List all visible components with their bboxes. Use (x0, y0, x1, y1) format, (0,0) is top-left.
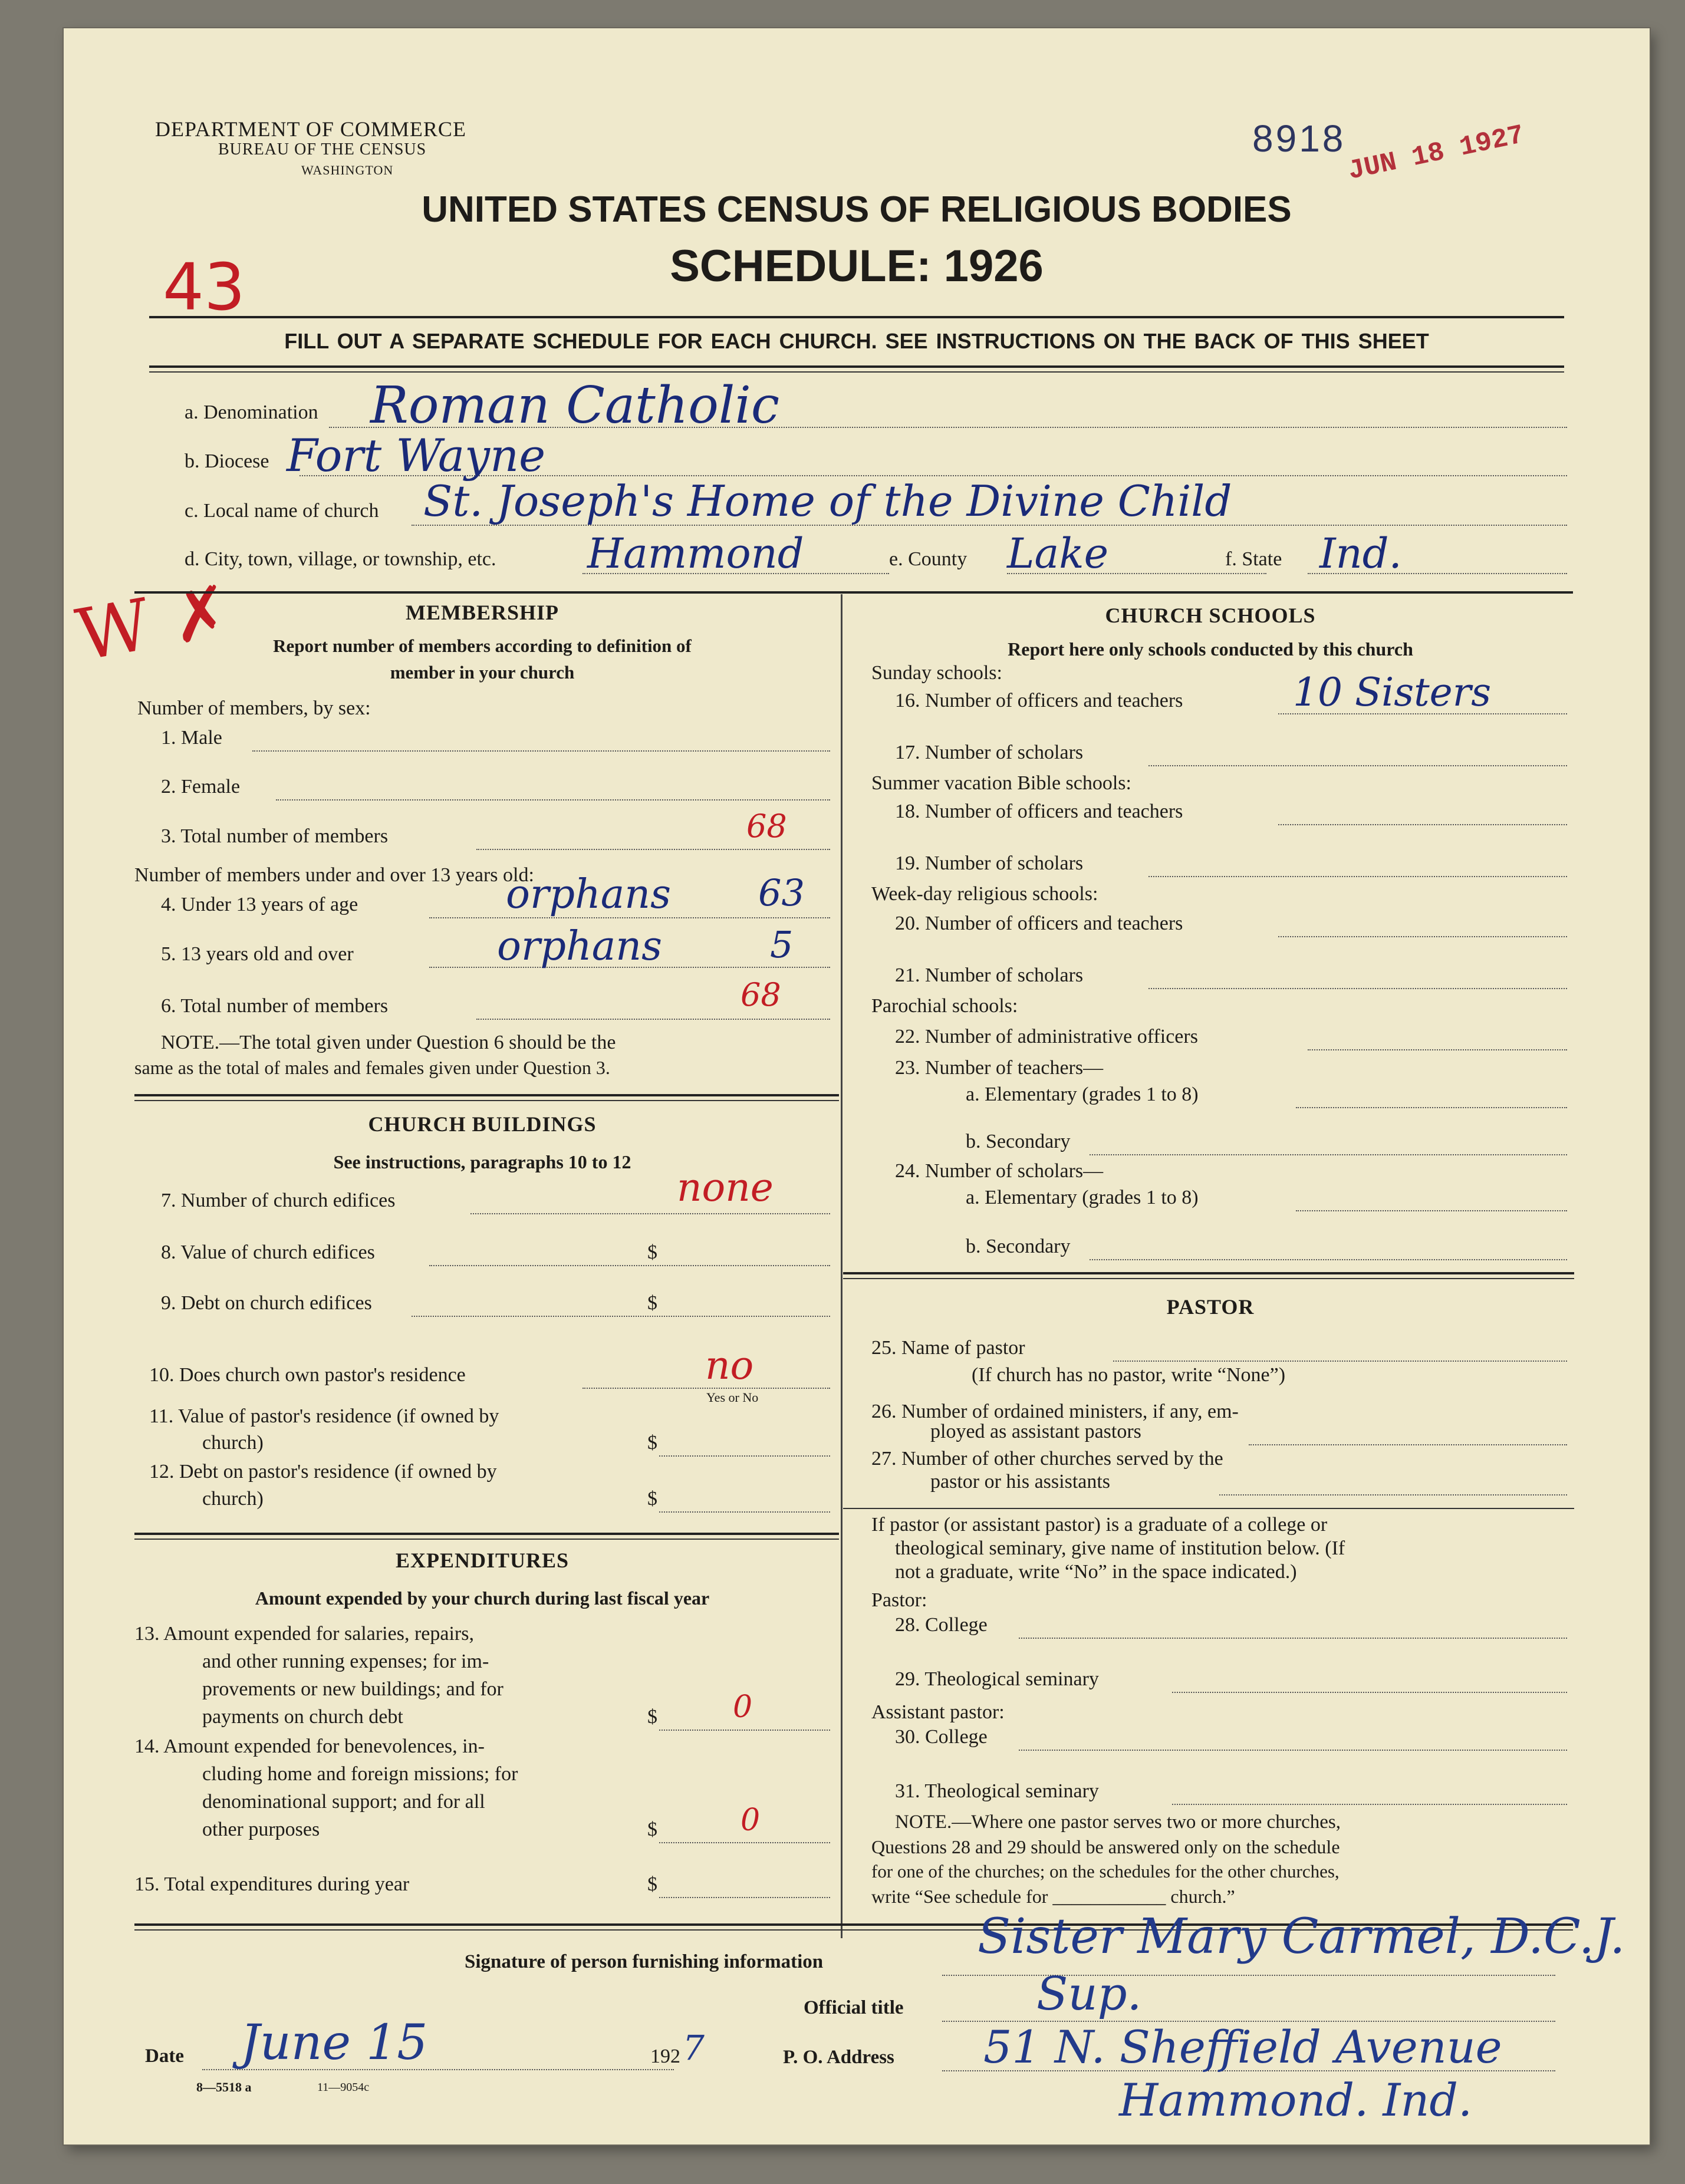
header-rule-bottom (149, 365, 1564, 368)
q14-line (659, 1842, 830, 1843)
date-value[interactable]: June 15 (241, 2015, 428, 2071)
q14-label-1: 14. Amount expended for benevolences, in- (134, 1735, 485, 1757)
q15-dollar: $ (647, 1873, 657, 1895)
q23a-line (1296, 1107, 1567, 1108)
membership-rule-double (134, 1100, 839, 1101)
q23-label: 23. Number of teachers— (895, 1057, 1104, 1079)
q24-label: 24. Number of scholars— (895, 1160, 1104, 1182)
q8-label: 8. Value of church edifices (161, 1241, 375, 1263)
q30-line (1019, 1750, 1567, 1751)
q4-under13-label: 4. Under 13 years of age (161, 894, 358, 915)
city-label: d. City, town, village, or township, etc. (185, 548, 496, 570)
print-number: 11—9054c (317, 2081, 370, 2094)
buildings-rule-double (134, 1539, 839, 1540)
city-value[interactable]: Hammond (587, 529, 804, 578)
q14-label-2: cluding home and foreign missions; for (202, 1763, 518, 1785)
q31-line (1172, 1804, 1567, 1805)
po-address-label: P. O. Address (783, 2047, 894, 2068)
q9-line (412, 1316, 830, 1317)
q7-label: 7. Number of church edifices (161, 1190, 396, 1211)
q12-line (659, 1511, 830, 1513)
q14-value[interactable]: 0 (741, 1803, 761, 1838)
po-address-value[interactable]: 51 N. Sheffield Avenue (983, 2021, 1502, 2073)
census-schedule-sheet (64, 28, 1650, 2145)
signature-value[interactable]: Sister Mary Carmel, D.C.J. (978, 1909, 1625, 1965)
q17-line (1148, 765, 1567, 766)
q26-line (1249, 1444, 1567, 1445)
date-year-prefix: 192 (650, 2045, 680, 2067)
identity-rule (134, 591, 1573, 594)
q11-label-2: church) (202, 1432, 264, 1454)
county-value[interactable]: Lake (1007, 529, 1109, 578)
age-heading: Number of members under and over 13 years old: (134, 864, 534, 886)
red-check-mark: W ✗ (70, 569, 238, 677)
q10-value[interactable]: no (705, 1343, 754, 1388)
signature-line (942, 1975, 1555, 1976)
diocese-label: b. Diocese (185, 450, 269, 472)
q6-total-value[interactable]: 68 (741, 976, 781, 1013)
q8-dollar: $ (647, 1241, 657, 1263)
q24a-line (1296, 1210, 1567, 1211)
q17-label: 17. Number of scholars (895, 742, 1084, 763)
summer-heading: Summer vacation Bible schools: (871, 772, 1131, 794)
q13-label-4: payments on church debt (202, 1706, 403, 1728)
q4-under13-value[interactable]: 63 (758, 871, 805, 914)
q16-label: 16. Number of officers and teachers (895, 690, 1183, 711)
q13-label-3: provements or new buildings; and for (202, 1678, 503, 1700)
church-name-label: c. Local name of church (185, 500, 379, 522)
q23b-label: b. Secondary (966, 1131, 1071, 1152)
q3-total-label: 3. Total number of members (161, 825, 389, 847)
q13-label-1: 13. Amount expended for salaries, repairs, (134, 1623, 474, 1645)
q29-label: 29. Theological seminary (895, 1668, 1099, 1690)
q11-dollar: $ (647, 1432, 657, 1454)
q26-label-1: 26. Number of ordained ministers, if any, em- (871, 1401, 1239, 1422)
q12-dollar: $ (647, 1488, 657, 1510)
q16-value[interactable]: 10 Sisters (1293, 670, 1492, 715)
sunday-heading: Sunday schools: (871, 662, 1002, 684)
q12-label-2: church) (202, 1488, 264, 1510)
q13-label-2: and other running expenses; for im- (202, 1651, 489, 1672)
membership-note-1: NOTE.—The total given under Question 6 should be the (161, 1032, 616, 1053)
county-label: e. County (889, 548, 967, 570)
form-subtitle: SCHEDULE: 1926 (670, 241, 1044, 291)
q13-value[interactable]: 0 (733, 1689, 753, 1725)
date-label: Date (145, 2045, 184, 2067)
q11-label-1: 11. Value of pastor's residence (if owned by (149, 1405, 499, 1427)
q31-label: 31. Theological seminary (895, 1780, 1099, 1802)
po-address-value-2[interactable]: Hammond. Ind. (1119, 2074, 1473, 2126)
state-label: f. State (1225, 548, 1282, 570)
q24b-line (1090, 1259, 1567, 1260)
q19-line (1148, 876, 1567, 877)
pastor-heading: PASTOR (1166, 1295, 1255, 1319)
schools-heading: CHURCH SCHOOLS (1105, 604, 1316, 627)
pastor-note-2: Questions 28 and 29 should be answered only on the schedule (871, 1836, 1340, 1857)
q18-label: 18. Number of officers and teachers (895, 801, 1183, 822)
q21-line (1148, 988, 1567, 989)
q6-line (476, 1019, 830, 1020)
official-title-value[interactable]: Sup. (1036, 1968, 1142, 2021)
pastor-note-4: write “See schedule for ____________ church.” (871, 1886, 1235, 1907)
q6-total-label: 6. Total number of members (161, 995, 389, 1017)
q23b-line (1090, 1154, 1567, 1155)
q25-hint: (If church has no pastor, write “None”) (972, 1364, 1286, 1386)
state-value[interactable]: Ind. (1319, 529, 1402, 578)
q22-label: 22. Number of administrative officers (895, 1026, 1198, 1047)
q25-line (1113, 1361, 1567, 1362)
q22-line (1308, 1049, 1567, 1050)
dept-name: DEPARTMENT OF COMMERCE (155, 117, 466, 141)
red-mark-number: 43 (163, 249, 245, 325)
q24b-label: b. Secondary (966, 1236, 1071, 1257)
buildings-subheading: See instructions, paragraphs 10 to 12 (333, 1151, 631, 1172)
membership-intro-2: member in your church (390, 662, 575, 683)
schools-subheading: Report here only schools conducted by this church (1008, 638, 1413, 660)
q29-line (1172, 1692, 1567, 1693)
header-rule-double (149, 371, 1564, 373)
q1-male-label: 1. Male (161, 727, 222, 749)
q11-line (659, 1455, 830, 1457)
q2-female-label: 2. Female (161, 776, 241, 798)
membership-note-2: same as the total of males and females given under Question 3. (134, 1057, 610, 1078)
q14-dollar: $ (647, 1819, 657, 1840)
q13-dollar: $ (647, 1706, 657, 1728)
column-divider (841, 594, 843, 1938)
q19-label: 19. Number of scholars (895, 852, 1084, 874)
q14-label-3: denominational support; and for all (202, 1791, 485, 1813)
fill-out-instruction: FILL OUT A SEPARATE SCHEDULE FOR EACH CHURCH. SEE INSTRUCTIONS ON THE BACK OF THIS SHEET (284, 329, 1429, 353)
bureau-name: BUREAU OF THE CENSUS (218, 140, 427, 159)
q5-over13-value[interactable]: 5 (770, 923, 794, 966)
expenditures-heading: EXPENDITURES (395, 1549, 570, 1572)
diocese-value[interactable]: Fort Wayne (287, 429, 546, 482)
signature-label: Signature of person furnishing information (465, 1951, 824, 1972)
q9-dollar: $ (647, 1292, 657, 1314)
form-number: 8—5518 a (196, 2080, 252, 2094)
q27-label-1: 27. Number of other churches served by the (871, 1448, 1223, 1470)
q3-line (476, 849, 830, 850)
q7-value[interactable]: none (677, 1165, 774, 1210)
q24a-label: a. Elementary (grades 1 to 8) (966, 1187, 1199, 1208)
q20-label: 20. Number of officers and teachers (895, 913, 1183, 934)
church-name-value[interactable]: St. Joseph's Home of the Divine Child (423, 476, 1232, 526)
membership-heading: MEMBERSHIP (405, 601, 559, 624)
membership-intro-1: Report number of members according to definition of (273, 635, 692, 656)
graduate-note-2: theological seminary, give name of institution below. (If (895, 1537, 1345, 1559)
buildings-heading: CHURCH BUILDINGS (368, 1112, 597, 1136)
received-date-stamp: JUN 18 1927 (1345, 120, 1527, 187)
q10-hint: Yes or No (706, 1390, 759, 1405)
schools-rule (843, 1272, 1574, 1274)
q30-label: 30. College (895, 1726, 988, 1748)
q23a-label: a. Elementary (grades 1 to 8) (966, 1083, 1199, 1105)
pastor-note-1: NOTE.—Where one pastor serves two or more churches, (895, 1811, 1341, 1833)
q13-line (659, 1730, 830, 1731)
q9-label: 9. Debt on church edifices (161, 1292, 372, 1314)
q20-line (1278, 936, 1567, 937)
q27-label-2: pastor or his assistants (930, 1471, 1111, 1493)
buildings-rule (134, 1533, 839, 1535)
official-title-label: Official title (804, 1997, 904, 2018)
pastor-subheading: Pastor: (871, 1589, 927, 1611)
q27-line (1219, 1494, 1567, 1495)
date-year-suffix[interactable]: 7 (683, 2028, 705, 2068)
header-rule-top (149, 316, 1564, 318)
parochial-heading: Parochial schools: (871, 995, 1018, 1017)
q14-label-4: other purposes (202, 1819, 320, 1840)
q10-label: 10. Does church own pastor's residence (149, 1364, 466, 1386)
graduate-note-3: not a graduate, write “No” in the space indicated.) (895, 1561, 1297, 1583)
membership-rule (134, 1094, 839, 1096)
q28-line (1019, 1638, 1567, 1639)
q5-over13-label: 5. 13 years old and over (161, 943, 354, 965)
q28-label: 28. College (895, 1614, 988, 1636)
q4-orphans-note[interactable]: orphans (506, 871, 672, 918)
q25-label: 25. Name of pastor (871, 1337, 1025, 1359)
weekday-heading: Week-day religious schools: (871, 883, 1098, 905)
q3-total-value[interactable]: 68 (746, 808, 787, 845)
bureau-city: WASHINGTON (301, 163, 394, 177)
schools-rule-double (843, 1278, 1574, 1279)
pastor-rule (843, 1508, 1574, 1509)
schedule-number: 8918 (1252, 117, 1346, 160)
graduate-note-1: If pastor (or assistant pastor) is a graduate of a college or (871, 1514, 1328, 1536)
q5-orphans-note[interactable]: orphans (497, 923, 663, 970)
q26-label-2: ployed as assistant pastors (930, 1421, 1141, 1442)
pastor-note-3: for one of the churches; on the schedules for the other churches, (871, 1861, 1340, 1882)
q12-label-1: 12. Debt on pastor's residence (if owned by (149, 1461, 497, 1483)
expenditures-subheading: Amount expended by your church during last fiscal year (255, 1587, 710, 1609)
q15-line (659, 1897, 830, 1898)
q8-line (429, 1265, 830, 1266)
form-title: UNITED STATES CENSUS OF RELIGIOUS BODIES (422, 189, 1292, 230)
denomination-value[interactable]: Roman Catholic (370, 376, 780, 435)
by-sex-heading: Number of members, by sex: (137, 697, 371, 719)
q1-line (252, 750, 830, 752)
q2-line (276, 799, 830, 801)
q18-line (1278, 824, 1567, 825)
q7-line (470, 1213, 830, 1214)
q15-label: 15. Total expenditures during year (134, 1873, 410, 1895)
denomination-label: a. Denomination (185, 401, 318, 423)
q21-label: 21. Number of scholars (895, 964, 1084, 986)
asst-pastor-subheading: Assistant pastor: (871, 1701, 1005, 1723)
